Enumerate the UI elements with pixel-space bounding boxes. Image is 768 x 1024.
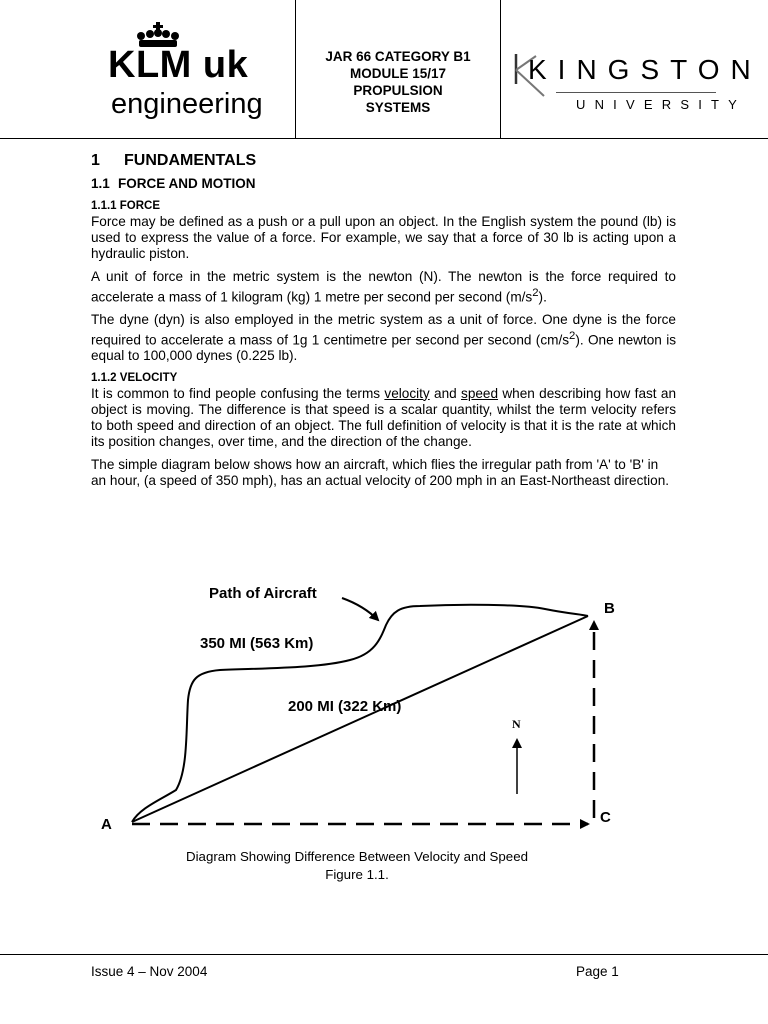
kingston-logo xyxy=(508,50,762,120)
velocity-diagram xyxy=(0,560,768,860)
force-paragraph-3 xyxy=(91,312,676,365)
caption-title: Diagram Showing Difference Between Velocity and Speed xyxy=(186,849,528,864)
superscript: 2 xyxy=(532,286,539,299)
page-header xyxy=(0,0,768,139)
klm-brand: KLM uk xyxy=(108,44,249,86)
header-divider xyxy=(500,0,501,138)
text-run: The dyne (dyn) is also employed in the metric system as a unit of force. One dyne is the force required to accelerate a mass of 1g 1 centimetre per second per second (cm/s xyxy=(91,311,676,348)
force-paragraph-1: Force may be defined as a push or a pull upon an object. In the English system the pound (lb) is used to express the value of a force. For example, we say that a force of 30 lb is acting upon a hydraulic piston. xyxy=(91,214,676,262)
term-speed: speed xyxy=(461,385,499,401)
velocity-paragraph-1 xyxy=(91,386,676,451)
force-paragraph-2 xyxy=(91,269,676,306)
module-line: SYSTEMS xyxy=(365,100,431,115)
section-title: FUNDAMENTALS xyxy=(124,152,257,169)
text-run: A unit of force in the metric system is the newton (N). The newton is the force required to accelerate a mass of 1 kilogram (kg) 1 metre per second per second (m/s xyxy=(91,268,676,305)
pointer-arrow xyxy=(342,598,378,620)
section-number: 1 xyxy=(91,152,100,169)
module-line: PROPULSION xyxy=(353,83,443,98)
subsection-title: FORCE AND MOTION xyxy=(118,176,256,191)
section-heading xyxy=(91,152,676,170)
text-run: when describing how fast an object is moving. The difference is that speed is a scalar quantity, whilst the term velocity refers to both speed and direction of an object. The full definition of velocity is that it is the rate at which its position changes, over time, and the direction of the change. xyxy=(91,385,677,450)
point-b-label: B xyxy=(604,600,615,617)
velocity-paragraph-2: The simple diagram below shows how an aircraft, which flies the irregular path from 'A' to 'B' in an hour, (a speed of 350 mph), has an actual velocity of 200 mph in an East-Northeast direction. xyxy=(91,456,670,488)
module-line: MODULE 15/17 xyxy=(349,66,447,81)
kingston-university: UNIVERSITY xyxy=(576,97,747,112)
klm-engineering: engineering xyxy=(111,88,263,120)
text-run: and xyxy=(429,385,462,401)
klm-logo xyxy=(100,22,290,122)
point-c-label: C xyxy=(600,809,611,826)
figure-caption xyxy=(0,848,714,884)
force-heading: 1.1.1 FORCE xyxy=(91,200,161,212)
point-a-label: A xyxy=(101,816,112,833)
caption-figure-number: Figure 1.1. xyxy=(325,867,389,882)
footer-rule xyxy=(0,954,768,955)
text-run: ). xyxy=(538,289,547,305)
footer-page: Page 1 xyxy=(576,964,619,979)
subsection-number: 1.1 xyxy=(91,176,110,191)
path-label: Path of Aircraft xyxy=(209,585,317,602)
module-line: JAR 66 CATEGORY B1 xyxy=(325,49,471,64)
page-content xyxy=(91,150,676,495)
text-run: It is common to find people confusing the terms xyxy=(91,385,385,401)
north-label: N xyxy=(512,717,521,731)
velocity-heading: 1.1.2 VELOCITY xyxy=(91,371,178,384)
subsection-heading xyxy=(91,176,676,191)
footer-issue: Issue 4 – Nov 2004 xyxy=(91,964,208,979)
direct-distance-label: 200 MI (322 Km) xyxy=(288,698,402,715)
kingston-name: KINGSTON xyxy=(528,54,762,85)
module-title xyxy=(296,48,500,116)
text-run: ). One newton is equal to 100,000 dynes (0.225 lb). xyxy=(91,332,677,364)
kingston-rule xyxy=(556,92,716,93)
term-velocity: velocity xyxy=(384,385,430,401)
path-distance-label: 350 MI (563 Km) xyxy=(200,635,314,652)
superscript: 2 xyxy=(569,329,576,342)
